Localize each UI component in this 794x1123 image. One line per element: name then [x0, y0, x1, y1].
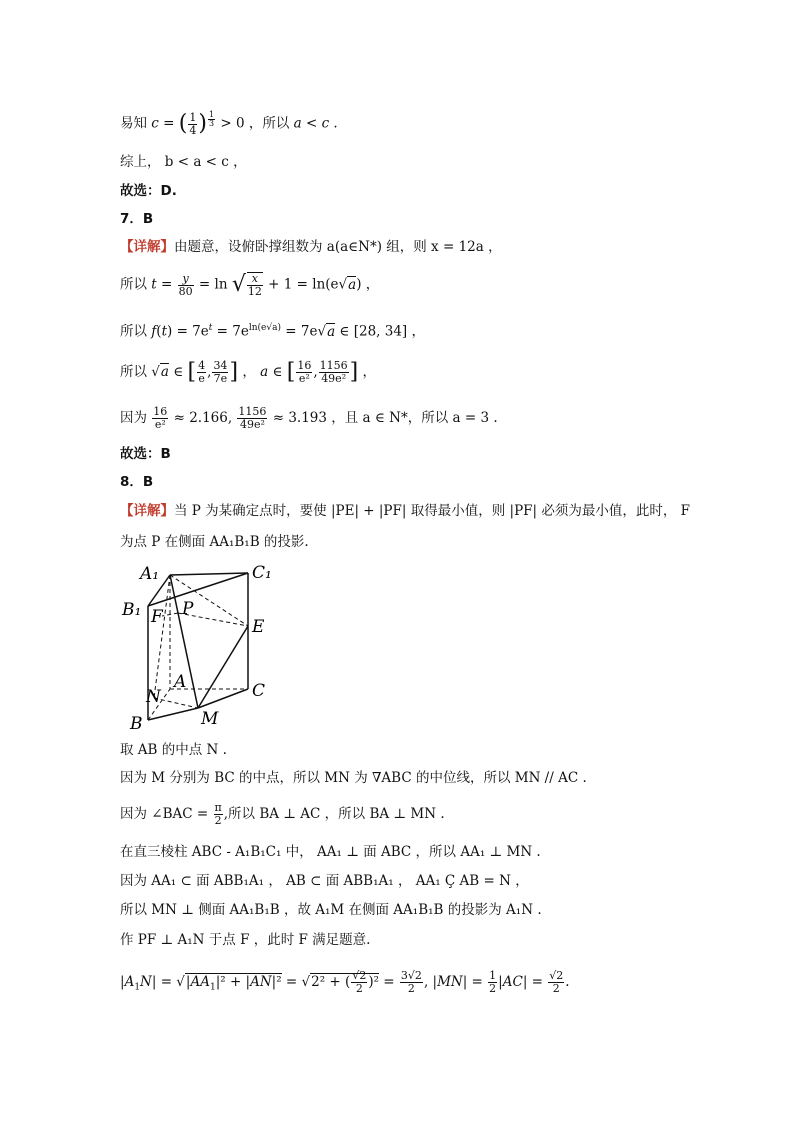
label-E: E: [252, 617, 265, 637]
label-N: N: [146, 687, 161, 707]
label-A: A: [174, 672, 187, 692]
text-prefix: 易知: [120, 115, 147, 132]
detail-text: 由题意，设俯卧撑组数为 a(a∈N*) 组，则 x = 12a ，: [174, 239, 502, 255]
q7-line-approx: 因为 $\frac{16}{\text{e²}}$ ≈ 2.166, $\frac{1156}{\text{49e²}}$ ≈ 3.193 ，且 a ∈ N*，所以 a = 3 .: [120, 405, 498, 431]
prefix: 所以: [120, 276, 147, 293]
step-6: 所以 MN ⊥ 侧面 AA₁B₁B ，故 A₁M 在侧面 AA₁B₁B 的投影为 A₁N .: [120, 902, 542, 918]
q7-header: 7．B: [120, 211, 154, 227]
line-1: 易知 c = ( $\frac{1}{4}$ ) $^{\frac{1}{3}}$ > 0 ，所以 a < c .: [120, 110, 338, 137]
final-equation: $|A_1N| = √|AA_1|^2 + |AN|^2 = √2^2$ + ( $\frac{√2}{2}$ )² = $\frac{3√2}{2}$ , |MN| = $\frac{1}{2}$ |AC| = $\frac{√2}{2}$ .: [120, 969, 570, 995]
label-F: F: [151, 607, 163, 627]
line-2: 综上， b < a < c ，: [120, 154, 247, 170]
prefix: 所以: [120, 364, 147, 380]
step-7: 作 PF ⊥ A₁N 于点 F ，此时 F 满足题意.: [120, 932, 371, 948]
label-C1: C₁: [252, 563, 272, 583]
prefix: 因为 ∠BAC =: [120, 806, 209, 822]
step-5: 因为 AA₁ ⊂ 面 ABB₁A₁ ， AB ⊂ 面 ABB₁A₁ ， AA₁ Ç AB = N ，: [120, 873, 529, 889]
step-1: 取 AB 的中点 N .: [120, 742, 227, 758]
q7-choice: 故选：B: [120, 446, 171, 462]
detail-label: 【详解】: [120, 239, 174, 255]
q7-detail: [120, 237, 502, 257]
q7-line-t: 所以 t = $\frac{y}{80}$ = ln √ $\frac{x}{12}$ + 1 = ln(e√a) ，: [120, 271, 380, 298]
label-A1: A₁: [140, 564, 160, 584]
detail-label: 【详解】: [120, 503, 174, 519]
text-suffix: ，所以: [248, 115, 290, 132]
step-3: 因为 ∠BAC = $\frac{\pi}{2}$ ,所以 BA ⊥ AC ，所以 BA ⊥ MN .: [120, 801, 445, 827]
label-C: C: [252, 681, 266, 701]
prefix: 因为: [120, 410, 147, 426]
prism-figure: [118, 558, 278, 738]
q7-line-range: 所以 √a ∈ [ $\frac{4}{e}$ , $\frac{34}{7e}$ ] ， a ∈ [ $\frac{16}{\text{e²}}$ , $\frac{1156}{\text{49e²}}$ ] ，: [120, 359, 377, 385]
step-4: 在直三棱柱 ABC - A₁B₁C₁ 中， AA₁ ⊥ 面 ABC ，所以 AA₁ ⊥ MN .: [120, 844, 541, 860]
line-3: 故选：D.: [120, 183, 177, 199]
label-B1: B₁: [122, 600, 142, 620]
q8-detail: [120, 501, 690, 521]
prefix: 所以: [120, 323, 147, 340]
text-end: a < c .: [293, 115, 338, 132]
q8-detail-2: 为点 P 在侧面 AA₁B₁B 的投影.: [120, 534, 309, 550]
label-M: M: [201, 709, 219, 729]
detail-text: 当 P 为某确定点时，要使 |PE| + |PF| 取得最小值，则 |PF| 必须为最小值，此时， F: [174, 503, 691, 519]
step-2: 因为 M 分别为 BC 的中点，所以 MN 为 ∇ABC 的中位线，所以 MN // AC .: [120, 770, 587, 786]
q7-line-f: 所以 $f(t) = 7e^t = 7e^{ln(e√a)} = 7e√a$ ∈ [28, 34] ，: [120, 323, 425, 340]
label-P: P: [182, 599, 194, 619]
label-B: B: [130, 714, 143, 734]
q8-header: 8．B: [120, 474, 154, 490]
suffix: ，且 a ∈ N*，所以 a = 3 .: [331, 410, 498, 426]
suffix: ,所以 BA ⊥ AC ，所以 BA ⊥ MN .: [223, 806, 445, 822]
